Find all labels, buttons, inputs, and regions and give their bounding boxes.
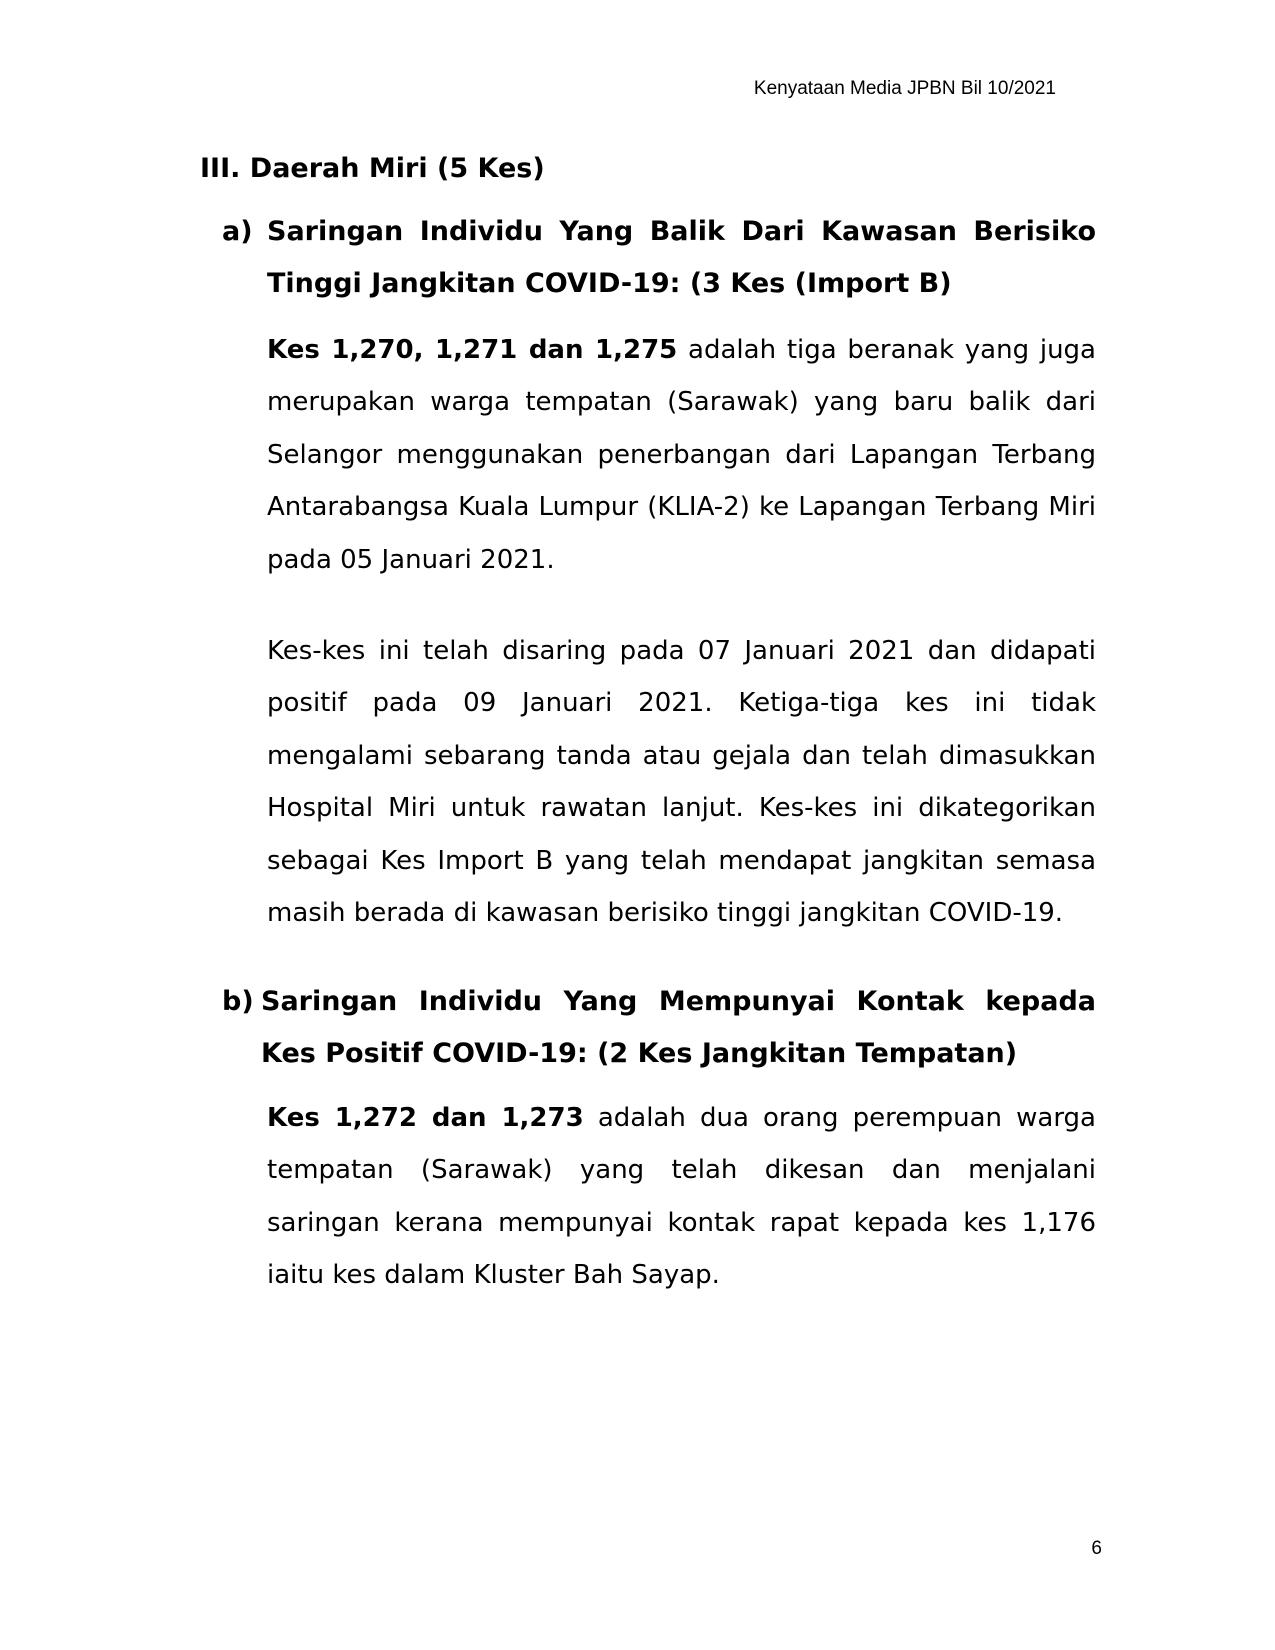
- subsection-b-heading: [222, 976, 1096, 1080]
- section-title: III. Daerah Miri (5 Kes): [200, 153, 545, 184]
- subsection-a-paragraph-2: Kes-kes ini telah disaring pada 07 Januari 2021 dan didapati positif pada 09 Januari 2021. Ketiga-tiga kes ini tidak mengalami sebarang tanda atau gejala dan telah dimasukkan Hospital Miri untuk rawatan lanjut. Kes-kes ini dikategorikan sebagai Kes Import B yang telah mendapat jangkitan semasa masih berada di kawasan berisiko tinggi jangkitan COVID-19.: [267, 636, 1096, 929]
- subsection-b-paragraph-1-text: adalah dua orang perempuan warga tempatan (Sarawak) yang telah dikesan dan menjalani saringan kerana mempunyai kontak rapat kepada kes 1,176 iaitu kes dalam Kluster Bah Sayap.: [267, 1103, 1096, 1291]
- subsection-b-marker: b): [222, 986, 254, 1017]
- page-number: 6: [1091, 1538, 1102, 1559]
- case-numbers-a: Kes 1,270, 1,271 dan 1,275: [267, 335, 678, 365]
- case-numbers-b: Kes 1,272 dan 1,273: [267, 1103, 584, 1133]
- subsection-a-paragraph-1: [267, 324, 1096, 586]
- subsection-b-heading-text: Saringan Individu Yang Mempunyai Kontak kepada Kes Positif COVID-19: (2 Kes Jangkitan Tempatan): [261, 986, 1096, 1069]
- subsection-a-heading-text: Saringan Individu Yang Balik Dari Kawasan Berisiko Tinggi Jangkitan COVID-19: (3 Kes (Import B): [267, 216, 1096, 299]
- subsection-a-heading: [222, 206, 1096, 310]
- running-header: Kenyataan Media JPBN Bil 10/2021: [753, 78, 1056, 99]
- subsection-b-paragraph-1: [267, 1092, 1096, 1302]
- subsection-a-marker: a): [222, 216, 253, 247]
- subsection-a-paragraph-1-text: adalah tiga beranak yang juga merupakan warga tempatan (Sarawak) yang baru balik dari Selangor menggunakan penerbangan dari Lapangan Terbang Antarabangsa Kuala Lumpur (KLIA-2) ke Lapangan Terbang Miri pada 05 Januari 2021.: [267, 335, 1096, 575]
